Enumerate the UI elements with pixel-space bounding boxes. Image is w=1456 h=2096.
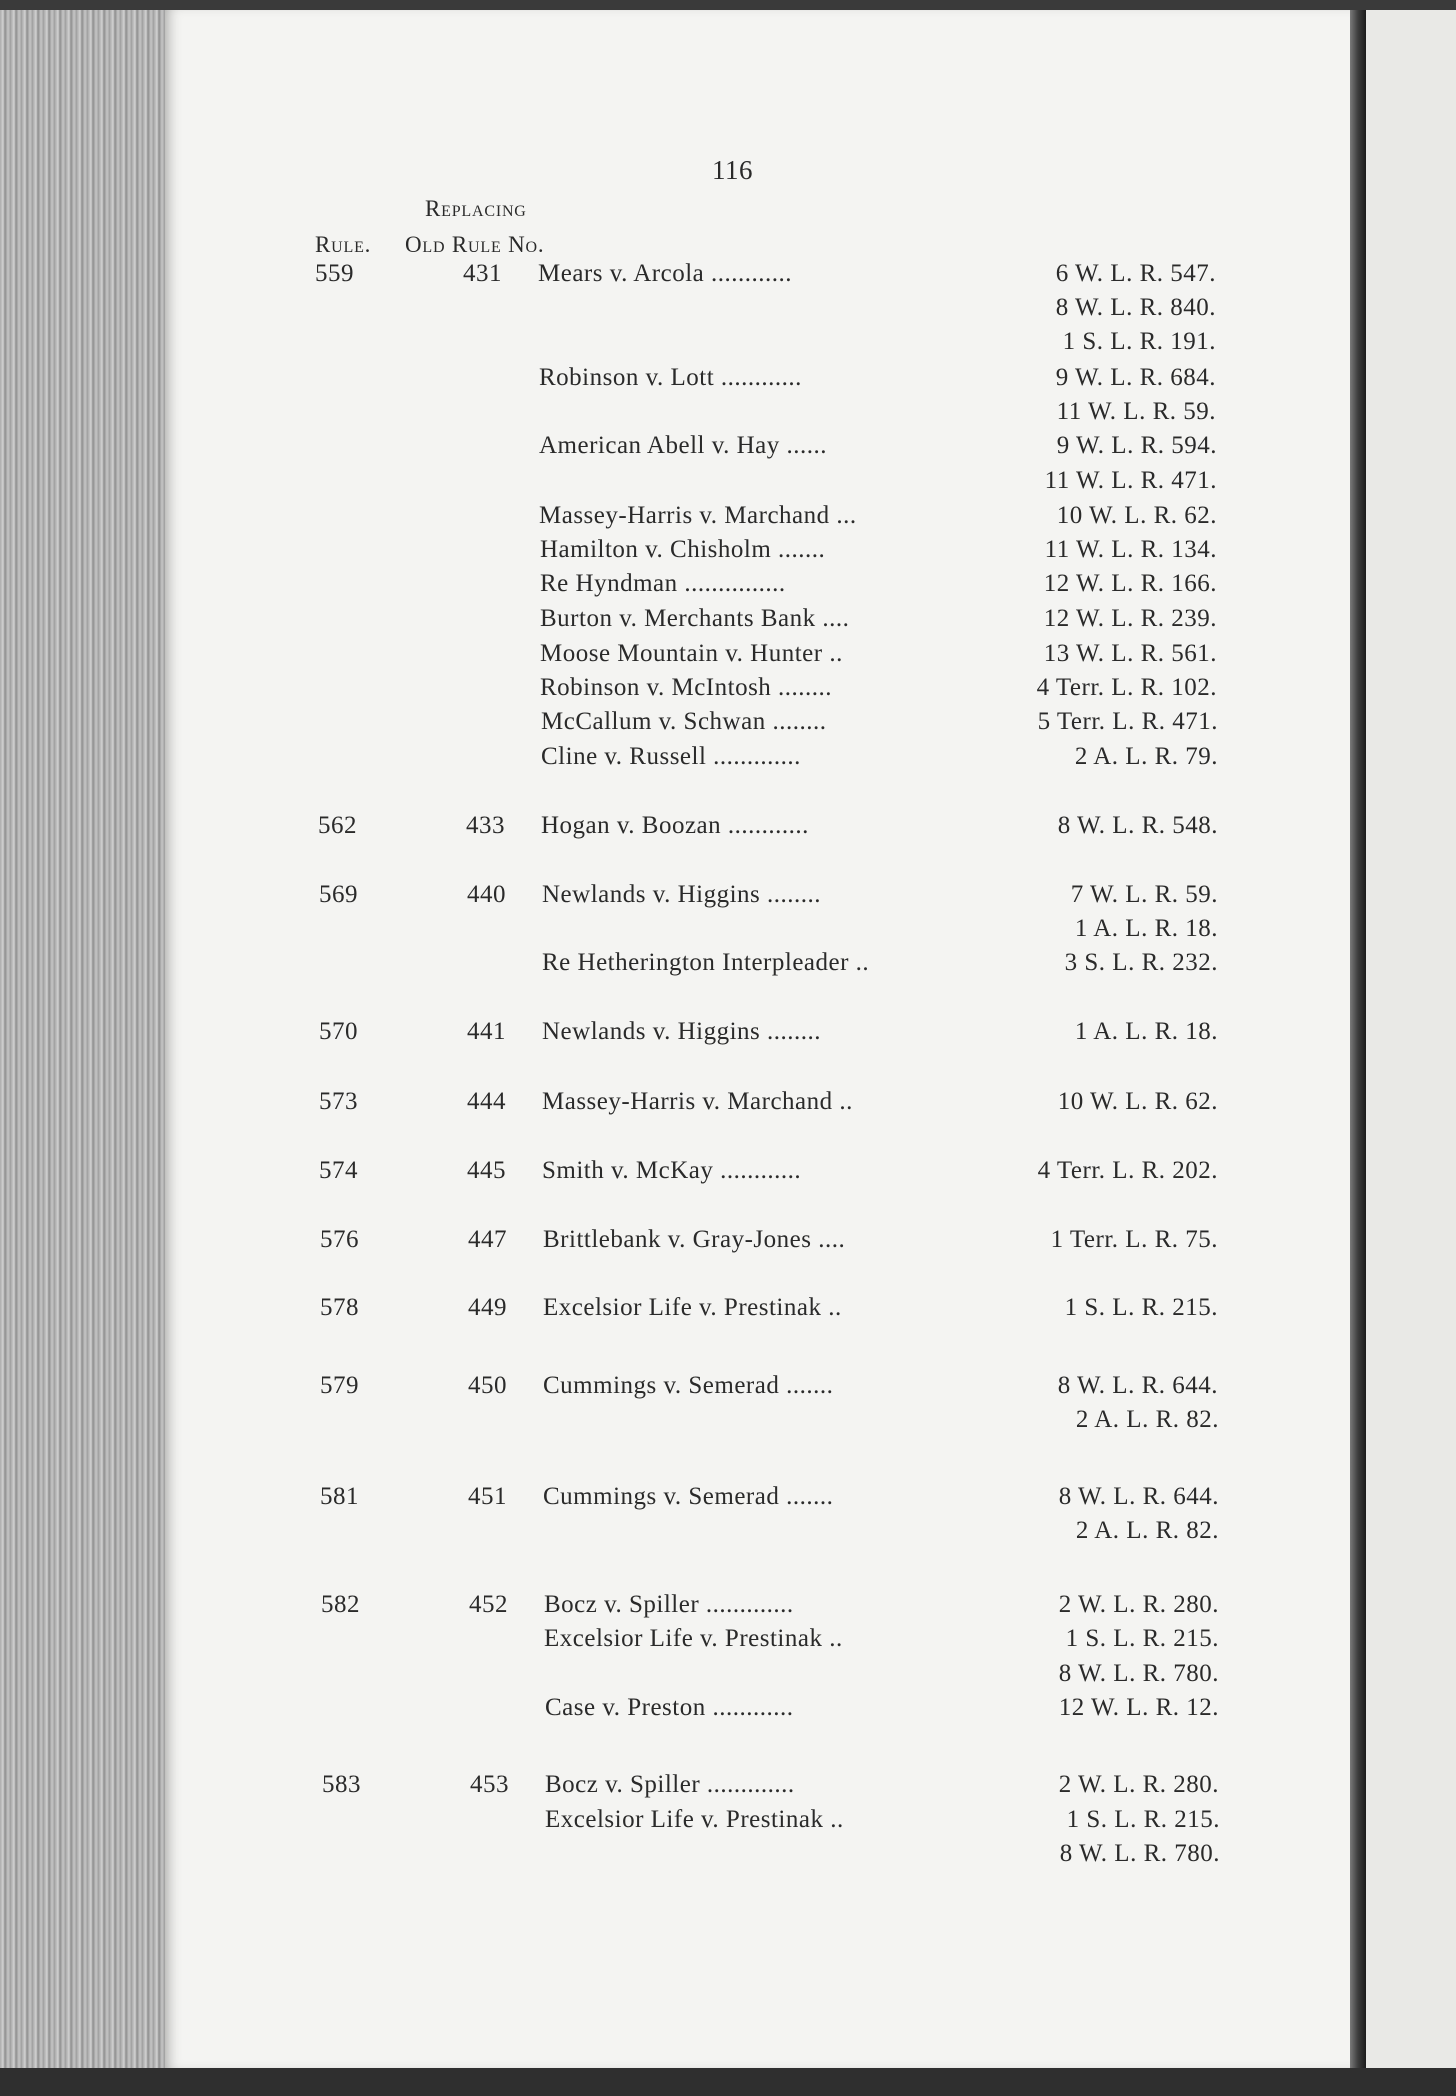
rule-number: 583 <box>322 1771 361 1798</box>
citation: 12 W. L. R. 239. <box>1043 605 1217 632</box>
case-name: Robinson v. McIntosh ........ <box>540 674 833 701</box>
rule-number: 562 <box>318 812 357 839</box>
citation: 2 W. L. R. 280. <box>1058 1591 1219 1618</box>
scan-bottom-border <box>0 2068 1456 2096</box>
citation: 8 W. L. R. 780. <box>1058 1660 1219 1687</box>
old-rule-number: 451 <box>468 1483 507 1510</box>
rule-number: 581 <box>320 1483 359 1510</box>
case-name: Excelsior Life v. Prestinak .. <box>545 1806 844 1833</box>
page-number: 116 <box>712 155 753 185</box>
case-name: McCallum v. Schwan ........ <box>541 708 827 735</box>
citation: 6 W. L. R. 547. <box>1055 260 1216 287</box>
case-name: Case v. Preston ............ <box>545 1694 794 1721</box>
rule-number: 559 <box>315 260 354 287</box>
citation: 9 W. L. R. 684. <box>1055 364 1216 391</box>
citation: 1 A. L. R. 18. <box>1074 1018 1218 1045</box>
case-name: Cline v. Russell ............. <box>541 743 801 770</box>
citation: 9 W. L. R. 594. <box>1056 432 1217 459</box>
case-name: Moose Mountain v. Hunter .. <box>540 640 843 667</box>
book-page-edges <box>0 10 165 2070</box>
old-rule-number: 449 <box>468 1294 507 1321</box>
book-gutter <box>1350 10 1366 2076</box>
citation: 10 W. L. R. 62. <box>1057 1088 1218 1115</box>
citation: 1 S. L. R. 215. <box>1064 1294 1218 1321</box>
citation: 13 W. L. R. 561. <box>1043 640 1217 667</box>
case-name: Smith v. McKay ............ <box>542 1157 802 1184</box>
rule-number: 578 <box>320 1294 359 1321</box>
case-name: Bocz v. Spiller ............. <box>545 1771 795 1798</box>
citation: 1 A. L. R. 18. <box>1074 915 1218 942</box>
case-name: Newlands v. Higgins ........ <box>542 881 822 908</box>
citation: 11 W. L. R. 134. <box>1044 536 1217 563</box>
rule-number: 569 <box>319 881 358 908</box>
old-rule-number: 444 <box>467 1088 506 1115</box>
case-name: American Abell v. Hay ...... <box>539 432 827 459</box>
case-name: Mears v. Arcola ............ <box>538 260 792 287</box>
old-rule-number: 452 <box>469 1591 508 1618</box>
header-rule: Rule. <box>315 232 372 257</box>
rule-number: 573 <box>319 1088 358 1115</box>
citation: 1 Terr. L. R. 75. <box>1050 1226 1218 1253</box>
citation: 11 W. L. R. 59. <box>1056 398 1216 425</box>
case-name: Re Hyndman ............... <box>540 570 786 597</box>
citation: 7 W. L. R. 59. <box>1070 881 1218 908</box>
case-name: Burton v. Merchants Bank .... <box>540 605 850 632</box>
old-rule-number: 453 <box>470 1771 509 1798</box>
citation: 10 W. L. R. 62. <box>1056 502 1217 529</box>
citation: 12 W. L. R. 12. <box>1058 1694 1219 1721</box>
citation: 8 W. L. R. 840. <box>1055 294 1216 321</box>
old-rule-number: 440 <box>467 881 506 908</box>
old-rule-number: 433 <box>466 812 505 839</box>
old-rule-number: 447 <box>468 1226 507 1253</box>
old-rule-number: 441 <box>467 1018 506 1045</box>
case-name: Hamilton v. Chisholm ....... <box>540 536 826 563</box>
case-name: Cummings v. Semerad ....... <box>543 1372 834 1399</box>
citation: 8 W. L. R. 780. <box>1059 1840 1220 1867</box>
rule-number: 570 <box>319 1018 358 1045</box>
case-name: Re Hetherington Interpleader .. <box>542 949 870 976</box>
citation: 8 W. L. R. 644. <box>1058 1483 1219 1510</box>
citation: 1 S. L. R. 191. <box>1062 328 1216 355</box>
old-rule-number: 431 <box>463 260 502 287</box>
case-name: Newlands v. Higgins ........ <box>542 1018 822 1045</box>
scan-top-border <box>0 0 1456 10</box>
citation: 12 W. L. R. 166. <box>1043 570 1217 597</box>
rule-number: 582 <box>321 1591 360 1618</box>
citation: 4 Terr. L. R. 202. <box>1037 1157 1218 1184</box>
header-replacing: Replacing <box>425 196 527 221</box>
old-rule-number: 450 <box>468 1372 507 1399</box>
rule-number: 574 <box>319 1157 358 1184</box>
old-rule-number: 445 <box>467 1157 506 1184</box>
citation: 4 Terr. L. R. 102. <box>1036 674 1217 701</box>
citation: 11 W. L. R. 471. <box>1044 467 1217 494</box>
citation: 2 A. L. R. 82. <box>1075 1406 1219 1433</box>
citation: 2 A. L. R. 82. <box>1075 1517 1219 1544</box>
citation: 8 W. L. R. 548. <box>1057 812 1218 839</box>
case-name: Brittlebank v. Gray-Jones .... <box>543 1226 846 1253</box>
case-name: Massey-Harris v. Marchand .. <box>542 1088 853 1115</box>
citation: 8 W. L. R. 644. <box>1057 1372 1218 1399</box>
citation: 5 Terr. L. R. 471. <box>1037 708 1218 735</box>
case-name: Excelsior Life v. Prestinak .. <box>544 1625 843 1652</box>
case-name: Hogan v. Boozan ............ <box>541 812 809 839</box>
facing-page-edge <box>1366 10 1456 2080</box>
rule-number: 579 <box>320 1372 359 1399</box>
case-name: Excelsior Life v. Prestinak .. <box>543 1294 842 1321</box>
case-name: Bocz v. Spiller ............. <box>544 1591 794 1618</box>
citation: 2 A. L. R. 79. <box>1074 743 1218 770</box>
citation: 2 W. L. R. 280. <box>1058 1771 1219 1798</box>
rule-number: 576 <box>320 1226 359 1253</box>
case-name: Massey-Harris v. Marchand ... <box>539 502 857 529</box>
citation: 3 S. L. R. 232. <box>1064 949 1218 976</box>
header-old-rule-no: Old Rule No. <box>405 232 545 257</box>
case-name: Robinson v. Lott ............ <box>539 364 802 391</box>
citation: 1 S. L. R. 215. <box>1065 1625 1219 1652</box>
citation: 1 S. L. R. 215. <box>1066 1806 1220 1833</box>
case-name: Cummings v. Semerad ....... <box>543 1483 834 1510</box>
